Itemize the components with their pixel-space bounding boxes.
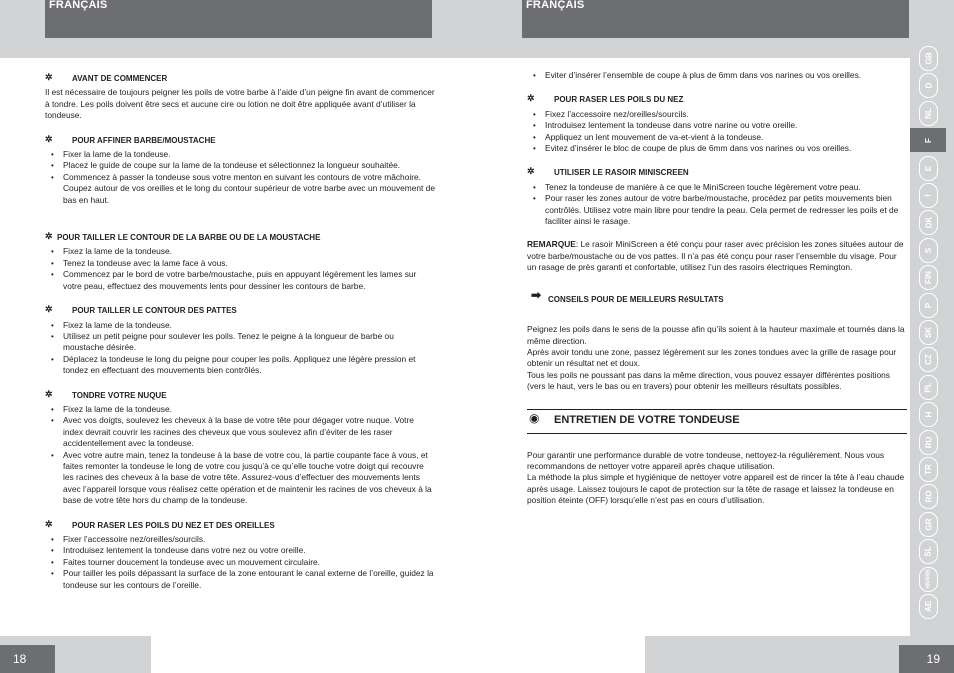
remark: REMARQUE: Le rasoir MiniScreen a été conçu pour raser avec précision les zones situées autour de votre barbe/moustache ou de vos pattes. Il n’a pas été conçu pour raser l’ensemble du visage. Pour un rasage de près garanti et confortable, utilisez l’un des rasoirs électriques Remington. (527, 239, 904, 273)
language-tab-bar (910, 38, 954, 636)
gear-icon: ✲ (527, 93, 535, 104)
section-heading: ✲ UTILISER LE RASOIR MINISCREEN (527, 166, 689, 178)
left-header (45, 0, 432, 38)
language-tab-p[interactable]: P (919, 293, 938, 318)
bullet-list (45, 149, 435, 206)
bullet-list (45, 534, 435, 591)
language-tab-s[interactable]: S (919, 238, 938, 263)
section-heading: ✲ POUR AFFINER BARBE/MOUSTACHE (45, 133, 216, 145)
language-tab-cz[interactable]: CZ (919, 347, 938, 372)
tips-text: Peignez les poils dans le sens de la pousse afin qu’ils soient à la hauteur maximale et tournés dans la même direction. (527, 324, 905, 346)
tips-text: Tous les poils ne poussant pas dans la même direction, vous pouvez essayer différentes positions (vers le haut, vers le bas ou en travers) pour obtenir les meilleurs résultats possibles. (527, 369, 890, 392)
instruction-section (45, 390, 435, 507)
list-item: • Faites tourner doucement la tondeuse avec un mouvement circulaire. (45, 557, 435, 568)
maintenance-text: Pour garantir une performance durable de votre tondeuse, nettoyez-la régulièrement. Nous vous recommandons de nettoyer votre appareil après chaque utilisation. (527, 449, 885, 471)
list-item: • Fixez la lame de la tondeuse. (45, 246, 435, 257)
list-item: • Fixez la lame de la tondeuse. (45, 320, 435, 331)
pointing-hand-icon: ➡ (531, 287, 542, 302)
language-tab-ae[interactable]: AE (919, 594, 938, 619)
instruction-section (45, 305, 435, 376)
tips-heading: ➡ CONSEILS POUR DE MEILLEURS RéSULTATS (531, 287, 724, 304)
eye-icon: ◉ (529, 410, 540, 425)
list-item: • Fixez la lame de la tondeuse. (45, 404, 435, 415)
instruction-section (45, 73, 435, 122)
list-item: • Fixez l’accessoire nez/oreilles/sourcils. (527, 109, 907, 120)
language-tab-e[interactable]: E (919, 156, 938, 181)
list-item: • Pour tailler les poils dépassant la surface de la zone entourant le canal externe de l’oreille, guidez la tondeuse sur les contours de l’oreille. (45, 568, 435, 591)
section-heading: ✲ POUR TAILLER LE CONTOUR DES PATTES (45, 304, 237, 316)
list-item: • Introduisez lentement la tondeuse dans votre nez ou votre oreille. (45, 545, 435, 556)
right-page-number: 19 (899, 645, 954, 673)
nose-list (527, 109, 907, 155)
list-item: • Tenez la tondeuse de manière à ce que le MiniScreen touche légèrement votre peau. (527, 182, 907, 193)
list-item: • Commencez à passer la tondeuse sous votre menton en suivant les contours de votre mâchoire. Coupez autour de vos oreilles et le long du contour supérieur de votre barbe avec un mouvement de bas en haut. (45, 172, 435, 206)
bullet-list (45, 246, 435, 292)
list-item: • Avec vos doigts, soulevez les cheveux à la base de votre tête pour dégager votre nuque. Votre index devrait couvrir les racines des cheveux que vous soulevez afin d’éviter de les raser accidentellement avec la tondeuse. (45, 415, 435, 449)
bullet-list (45, 404, 435, 507)
gear-icon: ✲ (527, 166, 535, 177)
instruction-section (45, 232, 435, 292)
language-tab-ru[interactable]: RU (919, 430, 938, 455)
language-tab-dk[interactable]: DK (919, 210, 938, 235)
list-item: • Appliquez un lent mouvement de va-et-vient à la tondeuse. (527, 132, 907, 143)
gear-icon: ✲ (45, 388, 53, 399)
tips-text: Après avoir tondu une zone, passez légèrement sur les zones tondues avec la grille de rasage pour obtenir un résultat net et doux. (527, 346, 897, 369)
gear-icon: ✲ (45, 72, 53, 82)
language-tab-ro[interactable]: RO (919, 484, 938, 509)
language-tab-tr[interactable]: TR (919, 457, 938, 482)
list-item: • Introduisez lentement la tondeuse dans votre narine ou votre oreille. (527, 120, 907, 131)
language-tab-sl[interactable]: SL (919, 539, 938, 564)
instruction-section (45, 135, 435, 206)
language-tab-pl[interactable]: PL (919, 375, 938, 400)
language-tab-gr[interactable]: GR (919, 512, 938, 537)
language-tab-fin[interactable]: FIN (919, 265, 938, 290)
right-header-label: FRANÇAIS (526, 0, 585, 11)
list-item: • Déplacez la tondeuse le long du peigne pour couper les poils. Appliquez une légère pression et tondez en effectuant des mouvements bien contrôlés. (45, 354, 435, 377)
language-tab-f[interactable]: F (910, 128, 946, 152)
section-heading: ✲ AVANT DE COMMENCER (45, 72, 168, 83)
list-item: • Evitez d’insérer le bloc de coupe de plus de 6mm dans vos narines ou vos oreilles. (527, 143, 907, 154)
list-item: • Fixer la lame de la tondeuse. (45, 149, 435, 160)
bullet-list (45, 320, 435, 377)
gear-icon: ✲ (45, 304, 53, 315)
language-tab-d[interactable]: D (919, 73, 938, 98)
list-item: • Avec votre autre main, tenez la tondeuse à la base de votre cou, la partie coupante face à vous, et faites remonter la tondeuse le long de votre cou jusqu’à ce qu’elle touche votre doigt qui recouvre les racines des cheveux à la base de votre tête. Assurez-vous d’effectuer des mouvements lents avec l’appareil lorsque vous réalisez cette opération et de maintenir les racines de vos cheveux à la base de votre tête hors du champ de la tondeuse. (45, 450, 435, 507)
list-item: • Utilisez un petit peigne pour soulever les poils. Tenez le peigne à la longueur de barbe ou moustache désirée. (45, 331, 435, 354)
language-tab-i[interactable]: I (919, 183, 938, 208)
top-list (527, 70, 907, 81)
left-page-content (45, 73, 435, 604)
gear-icon: ✲ (45, 518, 53, 529)
list-item: • Commencez par le bord de votre barbe/moustache, puis en appuyant légèrement les lames sur votre peau, effectuez des mouvements lents pour dessiner les contours de barbe. (45, 269, 435, 292)
section-heading: ✲ POUR TAILLER LE CONTOUR DE LA BARBE OU DE LA MOUSTACHE (45, 231, 321, 243)
right-page-content (527, 70, 907, 507)
gear-icon: ✲ (45, 133, 53, 144)
language-tab-gb[interactable]: GB (919, 46, 938, 71)
list-item: • Pour raser les zones autour de votre barbe/moustache, procédez par petits mouvements bien contrôlés. Utilisez votre main libre pour tendre la peau. Cela permet de redresser les poils et de faciliter ainsi le rasage. (527, 193, 907, 227)
left-header-label: FRANÇAIS (49, 0, 108, 11)
language-tab-hr-srb[interactable]: HR/SRB (919, 567, 938, 592)
list-item: • Placez le guide de coupe sur la lame de la tondeuse et sélectionnez la longueur souhaitée. (45, 160, 435, 171)
left-page-number: 18 (0, 645, 55, 673)
list-item: • Fixer l’accessoire nez/oreilles/sourcils. (45, 534, 435, 545)
section-heading: ✲ POUR RASER LES POILS DU NEZ (527, 93, 684, 105)
maintenance-heading: ◉ ENTRETIEN DE VOTRE TONDEUSE (527, 409, 907, 434)
language-tab-sk[interactable]: SK (919, 320, 938, 345)
list-item: • Tenez la tondeuse avec la lame face à vous. (45, 258, 435, 269)
language-tab-h[interactable]: H (919, 402, 938, 427)
miniscreen-list (527, 182, 907, 228)
section-heading: ✲ POUR RASER LES POILS DU NEZ ET DES OREILLES (45, 518, 275, 530)
maintenance-text: La méthode la plus simple et hygiénique de nettoyer votre appareil est de rincer la tête à l’eau chaude après usage. Laissez toujours le capot de protection sur la tête de rasage et laissez la tondeuse en position éteinte (OFF) lorsqu’elle n’est pas en cours d’utilisation. (527, 472, 905, 506)
right-header (522, 0, 909, 38)
section-heading: ✲ TONDRE VOTRE NUQUE (45, 388, 167, 400)
gear-icon: ✲ (45, 231, 53, 242)
section-paragraph: Il est nécessaire de toujours peigner les poils de votre barbe à l’aide d’un peigne fin avant de commencer à tondre. Les poils doivent être secs et aucune cire ou lotion ne doit être appliquée avant d’utiliser la tondeuse. (45, 87, 435, 121)
language-tab-nl[interactable]: NL (919, 101, 938, 126)
list-item: • Eviter d’insérer l’ensemble de coupe à plus de 6mm dans vos narines ou vos oreilles. (527, 70, 907, 81)
instruction-section (45, 520, 435, 591)
